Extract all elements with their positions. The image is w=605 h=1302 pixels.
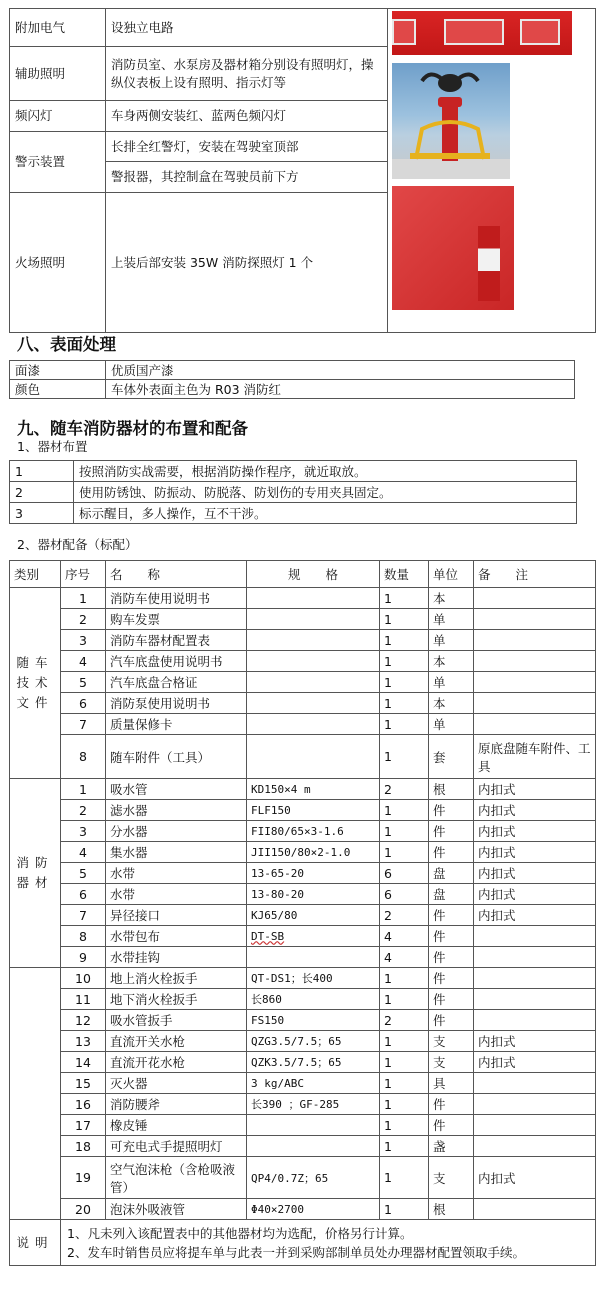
- qty-cell: 1: [380, 1136, 429, 1157]
- remark-cell: [474, 1010, 596, 1031]
- name-cell: 吸水管: [106, 779, 247, 800]
- spec-cell: [247, 1115, 380, 1136]
- seq-cell: 19: [61, 1157, 106, 1199]
- spec-cell: [247, 947, 380, 968]
- layout-text: 标示醒目，多人操作，互不干涉。: [74, 503, 577, 524]
- seq-cell: 1: [61, 588, 106, 609]
- remark-cell: 内扣式: [474, 1157, 596, 1199]
- spec-cell: FLF150: [247, 800, 380, 821]
- table-row: [10, 735, 596, 779]
- strobe-light-icon: [392, 63, 510, 179]
- table-row: [10, 779, 596, 800]
- category-cell: 消防器材: [10, 779, 61, 968]
- qty-cell: 1: [380, 989, 429, 1010]
- spec-cell: QP4/0.7Z；65: [247, 1157, 380, 1199]
- unit-cell: 盘: [429, 863, 474, 884]
- spec-cell: [247, 693, 380, 714]
- table-row: [10, 905, 596, 926]
- seq-cell: 20: [61, 1199, 106, 1220]
- remark-cell: [474, 630, 596, 651]
- unit-cell: 件: [429, 926, 474, 947]
- name-cell: 滤水器: [106, 800, 247, 821]
- name-cell: 可充电式手提照明灯: [106, 1136, 247, 1157]
- spec-cell: QT-DS1；长400: [247, 968, 380, 989]
- qty-cell: 1: [380, 1052, 429, 1073]
- table-row: [10, 672, 596, 693]
- spec-cell: QZK3.5/7.5；65: [247, 1052, 380, 1073]
- equipment-table: [9, 560, 596, 1266]
- surface-label: 面漆: [10, 361, 106, 380]
- seq-cell: 17: [61, 1115, 106, 1136]
- remark-cell: [474, 926, 596, 947]
- name-cell: 橡皮锤: [106, 1115, 247, 1136]
- table-row: [10, 651, 596, 672]
- qty-cell: 6: [380, 863, 429, 884]
- name-cell: 分水器: [106, 821, 247, 842]
- qty-cell: 1: [380, 1199, 429, 1220]
- qty-cell: 1: [380, 842, 429, 863]
- spec-cell: 13-80-20: [247, 884, 380, 905]
- surface-value: 车体外表面主色为 R03 消防红: [106, 380, 575, 399]
- searchlight-photo: [392, 186, 514, 310]
- header-qty: 数量: [380, 561, 429, 588]
- unit-cell: 件: [429, 821, 474, 842]
- table-row: [10, 1136, 596, 1157]
- name-cell: 水带挂钩: [106, 947, 247, 968]
- row-desc: 设独立电路: [106, 9, 388, 47]
- header-seq: 序号: [61, 561, 106, 588]
- table-row: [10, 1157, 596, 1199]
- spec-cell: DT-SB: [247, 926, 380, 947]
- seq-cell: 6: [61, 884, 106, 905]
- unit-cell: 支: [429, 1052, 474, 1073]
- spec-cell: KJ65/80: [247, 905, 380, 926]
- strobe-light-photo: [392, 63, 510, 179]
- remark-cell: [474, 989, 596, 1010]
- table-row: [10, 1052, 596, 1073]
- seq-cell: 15: [61, 1073, 106, 1094]
- spec-cell: QZG3.5/7.5；65: [247, 1031, 380, 1052]
- table-row: [10, 926, 596, 947]
- remark-cell: 内扣式: [474, 905, 596, 926]
- layout-subtitle: 1、器材布置: [17, 439, 88, 454]
- seq-cell: 3: [61, 821, 106, 842]
- qty-cell: 1: [380, 1157, 429, 1199]
- spec-cell: [247, 672, 380, 693]
- equip-subtitle: 2、器材配备（标配）: [17, 537, 138, 552]
- remark-cell: [474, 947, 596, 968]
- spec-cell: [247, 609, 380, 630]
- surface-value: 优质国产漆: [106, 361, 575, 380]
- surface-table: [9, 360, 575, 399]
- qty-cell: 1: [380, 588, 429, 609]
- qty-cell: 1: [380, 1031, 429, 1052]
- qty-cell: 1: [380, 1115, 429, 1136]
- remark-cell: [474, 588, 596, 609]
- name-cell: 消防车使用说明书: [106, 588, 247, 609]
- spec-cell: Φ40×2700: [247, 1199, 380, 1220]
- unit-cell: 具: [429, 1073, 474, 1094]
- unit-cell: 件: [429, 947, 474, 968]
- seq-cell: 7: [61, 905, 106, 926]
- remark-cell: 内扣式: [474, 1031, 596, 1052]
- spec-cell: 13-65-20: [247, 863, 380, 884]
- unit-cell: 件: [429, 1115, 474, 1136]
- remark-cell: [474, 1136, 596, 1157]
- qty-cell: 4: [380, 926, 429, 947]
- table-row: [10, 842, 596, 863]
- remark-cell: [474, 693, 596, 714]
- row-desc: 上装后部安装 35W 消防探照灯 1 个: [106, 193, 388, 333]
- seq-cell: 4: [61, 842, 106, 863]
- seq-cell: 4: [61, 651, 106, 672]
- seq-cell: 5: [61, 672, 106, 693]
- remark-cell: 原底盘随车附件、工具: [474, 735, 596, 779]
- seq-cell: 9: [61, 947, 106, 968]
- unit-cell: 件: [429, 989, 474, 1010]
- table-row: [10, 1031, 596, 1052]
- qty-cell: 1: [380, 821, 429, 842]
- remark-cell: 内扣式: [474, 779, 596, 800]
- table-row: [10, 609, 596, 630]
- name-cell: 空气泡沫枪（含枪吸液管）: [106, 1157, 247, 1199]
- notes-cell: [61, 1220, 596, 1266]
- header-spec: 规 格: [247, 561, 380, 588]
- row-desc: 长排全红警灯，安装在驾驶室顶部: [106, 132, 388, 162]
- layout-text: 使用防锈蚀、防振动、防脱落、防划伤的专用夹具固定。: [74, 482, 577, 503]
- name-cell: 水带: [106, 863, 247, 884]
- lighting-table: [9, 8, 596, 333]
- name-cell: 随车附件（工具）: [106, 735, 247, 779]
- unit-cell: 盏: [429, 1136, 474, 1157]
- remark-cell: 内扣式: [474, 884, 596, 905]
- table-row: [10, 989, 596, 1010]
- spec-cell: [247, 588, 380, 609]
- name-cell: 地下消火栓扳手: [106, 989, 247, 1010]
- unit-cell: 套: [429, 735, 474, 779]
- unit-cell: 根: [429, 779, 474, 800]
- remark-cell: [474, 672, 596, 693]
- seq-cell: 1: [61, 779, 106, 800]
- row-label: 警示装置: [10, 132, 106, 193]
- name-cell: 汽车底盘合格证: [106, 672, 247, 693]
- section9-title: 九、随车消防器材的布置和配备: [17, 419, 248, 438]
- name-cell: 水带: [106, 884, 247, 905]
- note-line: 2、发车时销售员应将提车单与此表一并到采购部制单员处办理器材配置领取手续。: [67, 1244, 525, 1260]
- remark-cell: 内扣式: [474, 800, 596, 821]
- spec-cell: [247, 714, 380, 735]
- qty-cell: 1: [380, 609, 429, 630]
- table-row: [10, 630, 596, 651]
- qty-cell: 1: [380, 1094, 429, 1115]
- name-cell: 消防泵使用说明书: [106, 693, 247, 714]
- header-category: 类别: [10, 561, 61, 588]
- row-desc: 车身两侧安装红、蓝两色频闪灯: [106, 101, 388, 132]
- seq-cell: 7: [61, 714, 106, 735]
- qty-cell: 2: [380, 779, 429, 800]
- unit-cell: 单: [429, 714, 474, 735]
- spec-cell: [247, 735, 380, 779]
- table-row: [10, 947, 596, 968]
- table-row: [10, 1010, 596, 1031]
- row-label: 附加电气: [10, 9, 106, 47]
- table-row: [10, 693, 596, 714]
- layout-no: 3: [10, 503, 74, 524]
- seq-cell: 2: [61, 800, 106, 821]
- qty-cell: 1: [380, 968, 429, 989]
- category-cell: 随车技术文件: [10, 588, 61, 779]
- table-row: [10, 821, 596, 842]
- unit-cell: 单: [429, 609, 474, 630]
- table-row: [10, 968, 596, 989]
- qty-cell: 1: [380, 800, 429, 821]
- name-cell: 购车发票: [106, 609, 247, 630]
- spec-cell: [247, 1136, 380, 1157]
- unit-cell: 单: [429, 672, 474, 693]
- category-cell: [10, 968, 61, 1220]
- qty-cell: 4: [380, 947, 429, 968]
- seq-cell: 6: [61, 693, 106, 714]
- name-cell: 集水器: [106, 842, 247, 863]
- remark-cell: [474, 1115, 596, 1136]
- unit-cell: 件: [429, 1094, 474, 1115]
- table-row: [10, 1094, 596, 1115]
- spec-cell: 长390 ；GF-285: [247, 1094, 380, 1115]
- remark-cell: [474, 651, 596, 672]
- name-cell: 吸水管扳手: [106, 1010, 247, 1031]
- spec-cell: [247, 630, 380, 651]
- remark-cell: [474, 1199, 596, 1220]
- table-row: [10, 714, 596, 735]
- surface-label: 颜色: [10, 380, 106, 399]
- unit-cell: 件: [429, 905, 474, 926]
- seq-cell: 11: [61, 989, 106, 1010]
- note-label: 说明: [10, 1220, 61, 1266]
- header-name: 名 称: [106, 561, 247, 588]
- name-cell: 直流开花水枪: [106, 1052, 247, 1073]
- name-cell: 消防腰斧: [106, 1094, 247, 1115]
- row-label: 频闪灯: [10, 101, 106, 132]
- seq-cell: 8: [61, 735, 106, 779]
- seq-cell: 2: [61, 609, 106, 630]
- name-cell: 灭火器: [106, 1073, 247, 1094]
- qty-cell: 2: [380, 1010, 429, 1031]
- unit-cell: 件: [429, 800, 474, 821]
- table-row: [10, 1073, 596, 1094]
- spec-cell: JII150/80×2-1.0: [247, 842, 380, 863]
- layout-no: 1: [10, 461, 74, 482]
- row-desc: 消防员室、水泵房及器材箱分别设有照明灯，操纵仪表板上设有照明、指示灯等: [106, 47, 388, 101]
- name-cell: 汽车底盘使用说明书: [106, 651, 247, 672]
- truck-body-photo: [392, 11, 572, 55]
- table-row: [10, 588, 596, 609]
- spec-cell: KD150×4 m: [247, 779, 380, 800]
- seq-cell: 10: [61, 968, 106, 989]
- unit-cell: 单: [429, 630, 474, 651]
- spec-cell: 3 kg/ABC: [247, 1073, 380, 1094]
- unit-cell: 本: [429, 651, 474, 672]
- name-cell: 消防车器材配置表: [106, 630, 247, 651]
- qty-cell: 1: [380, 651, 429, 672]
- layout-table: [9, 460, 577, 524]
- layout-no: 2: [10, 482, 74, 503]
- qty-cell: 1: [380, 1073, 429, 1094]
- unit-cell: 本: [429, 693, 474, 714]
- unit-cell: 根: [429, 1199, 474, 1220]
- unit-cell: 件: [429, 968, 474, 989]
- qty-cell: 1: [380, 672, 429, 693]
- remark-cell: 内扣式: [474, 842, 596, 863]
- note-line: 1、凡未列入该配置表中的其他器材均为选配，价格另行计算。: [67, 1225, 413, 1241]
- seq-cell: 18: [61, 1136, 106, 1157]
- qty-cell: 1: [380, 630, 429, 651]
- spec-cell: FS150: [247, 1010, 380, 1031]
- qty-cell: 1: [380, 735, 429, 779]
- remark-cell: [474, 1073, 596, 1094]
- remark-cell: 内扣式: [474, 1052, 596, 1073]
- table-row: [10, 1115, 596, 1136]
- seq-cell: 5: [61, 863, 106, 884]
- spec-cell: FII80/65×3-1.6: [247, 821, 380, 842]
- table-row: [10, 800, 596, 821]
- name-cell: 泡沫外吸液管: [106, 1199, 247, 1220]
- remark-cell: 内扣式: [474, 863, 596, 884]
- name-cell: 质量保修卡: [106, 714, 247, 735]
- layout-text: 按照消防实战需要，根据消防操作程序，就近取放。: [74, 461, 577, 482]
- row-desc: 警报器，其控制盒在驾驶员前下方: [106, 162, 388, 193]
- unit-cell: 件: [429, 1010, 474, 1031]
- remark-cell: [474, 609, 596, 630]
- qty-cell: 1: [380, 693, 429, 714]
- seq-cell: 13: [61, 1031, 106, 1052]
- spec-cell: [247, 651, 380, 672]
- row-label: 火场照明: [10, 193, 106, 333]
- name-cell: 水带包布: [106, 926, 247, 947]
- header-row: [10, 561, 596, 588]
- remark-cell: [474, 714, 596, 735]
- name-cell: 直流开关水枪: [106, 1031, 247, 1052]
- name-cell: 地上消火栓扳手: [106, 968, 247, 989]
- row-label: 辅助照明: [10, 47, 106, 101]
- table-row: [10, 863, 596, 884]
- spec-cell: 长860: [247, 989, 380, 1010]
- seq-cell: 12: [61, 1010, 106, 1031]
- remark-cell: [474, 968, 596, 989]
- section8-title: 八、表面处理: [17, 335, 116, 354]
- qty-cell: 1: [380, 714, 429, 735]
- unit-cell: 件: [429, 842, 474, 863]
- unit-cell: 盘: [429, 884, 474, 905]
- unit-cell: 本: [429, 588, 474, 609]
- unit-cell: 支: [429, 1031, 474, 1052]
- unit-cell: 支: [429, 1157, 474, 1199]
- remark-cell: 内扣式: [474, 821, 596, 842]
- header-unit: 单位: [429, 561, 474, 588]
- seq-cell: 14: [61, 1052, 106, 1073]
- photo-cell: [388, 9, 596, 333]
- table-row: [10, 884, 596, 905]
- qty-cell: 2: [380, 905, 429, 926]
- seq-cell: 3: [61, 630, 106, 651]
- remark-cell: [474, 1094, 596, 1115]
- table-row: [10, 1199, 596, 1220]
- header-remark: 备 注: [474, 561, 596, 588]
- name-cell: 异径接口: [106, 905, 247, 926]
- seq-cell: 8: [61, 926, 106, 947]
- seq-cell: 16: [61, 1094, 106, 1115]
- qty-cell: 6: [380, 884, 429, 905]
